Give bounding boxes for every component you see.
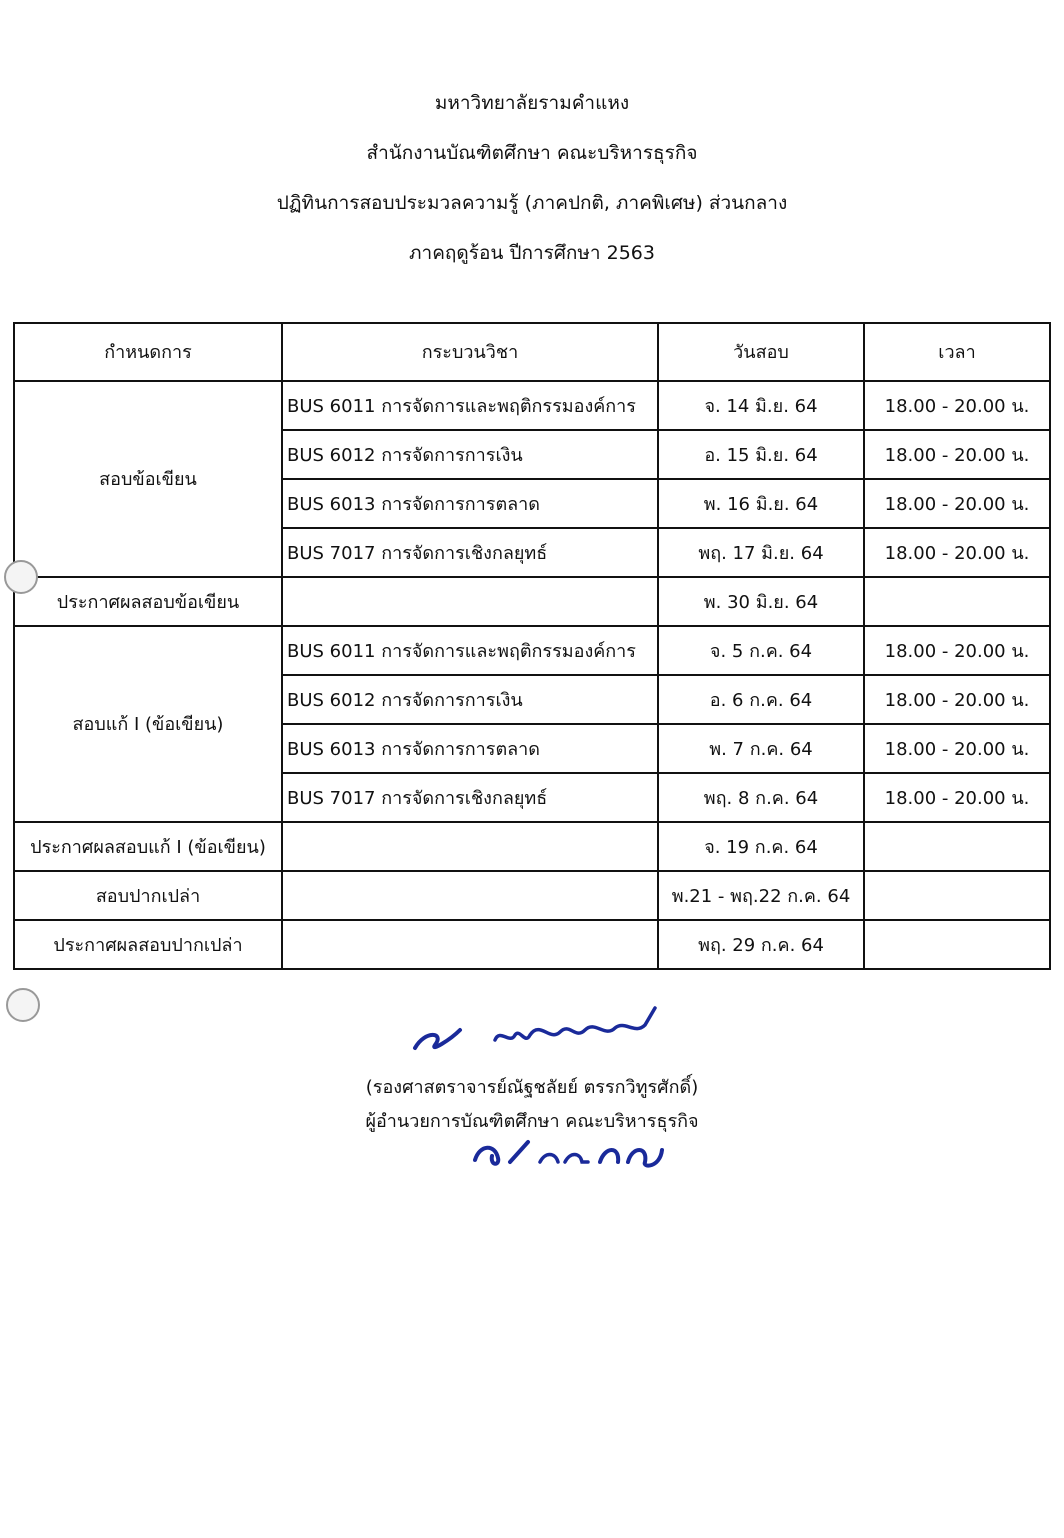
semester-label: ภาคฤดูร้อน ปีการศึกษา 2563 bbox=[409, 242, 655, 264]
date-cell: พ. 16 มิ.ย. 64 bbox=[658, 479, 864, 528]
table-row bbox=[14, 577, 1050, 626]
signatory-name: (รองศาสตราจารย์ณัฐชลัยย์ ตรรกวิทูรศักดิ์) bbox=[365, 1077, 699, 1098]
time-cell bbox=[864, 871, 1050, 920]
table-row bbox=[14, 920, 1050, 969]
date-cell: จ. 19 ก.ค. 64 bbox=[658, 822, 864, 871]
time-cell: 18.00 - 20.00 น. bbox=[864, 430, 1050, 479]
calendar-title: ปฏิทินการสอบประมวลความรู้ (ภาคปกติ, ภาคพิเศษ) ส่วนกลาง bbox=[276, 192, 788, 214]
schedule-cell: ประกาศผลสอบแก้ I (ข้อเขียน) bbox=[14, 822, 282, 871]
time-cell: 18.00 - 20.00 น. bbox=[864, 479, 1050, 528]
date-cell: พ. 7 ก.ค. 64 bbox=[658, 724, 864, 773]
course-cell: BUS 6012 การจัดการการเงิน bbox=[282, 675, 658, 724]
course-cell bbox=[282, 871, 658, 920]
date-cell: พฤ. 29 ก.ค. 64 bbox=[658, 920, 864, 969]
time-cell bbox=[864, 920, 1050, 969]
course-cell bbox=[282, 822, 658, 871]
date-cell: พ. 30 มิ.ย. 64 bbox=[658, 577, 864, 626]
time-cell: 18.00 - 20.00 น. bbox=[864, 724, 1050, 773]
time-cell bbox=[864, 577, 1050, 626]
time-cell: 18.00 - 20.00 น. bbox=[864, 675, 1050, 724]
document-header bbox=[0, 86, 1064, 286]
time-cell: 18.00 - 20.00 น. bbox=[864, 626, 1050, 675]
column-header-course: กระบวนวิชา bbox=[282, 323, 658, 381]
time-cell: 18.00 - 20.00 น. bbox=[864, 381, 1050, 430]
date-cell: พ.21 - พฤ.22 ก.ค. 64 bbox=[658, 871, 864, 920]
table-header-row bbox=[14, 323, 1050, 381]
column-header-schedule: กำหนดการ bbox=[14, 323, 282, 381]
column-header-exam-date: วันสอบ bbox=[658, 323, 864, 381]
date-cell: จ. 14 มิ.ย. 64 bbox=[658, 381, 864, 430]
table-row bbox=[14, 822, 1050, 871]
schedule-cell: สอบข้อเขียน bbox=[14, 381, 282, 577]
date-cell: พฤ. 8 ก.ค. 64 bbox=[658, 773, 864, 822]
course-cell bbox=[282, 577, 658, 626]
course-cell: BUS 6011 การจัดการและพฤติกรรมองค์การ bbox=[282, 626, 658, 675]
office-name: สำนักงานบัณฑิตศึกษา คณะบริหารธุรกิจ bbox=[366, 142, 698, 164]
schedule-cell: ประกาศผลสอบปากเปล่า bbox=[14, 920, 282, 969]
binder-hole-icon bbox=[6, 988, 40, 1022]
handwritten-signature bbox=[400, 1000, 670, 1070]
table-row bbox=[14, 626, 1050, 675]
course-cell bbox=[282, 920, 658, 969]
column-header-time: เวลา bbox=[864, 323, 1050, 381]
course-cell: BUS 6013 การจัดการการตลาด bbox=[282, 479, 658, 528]
time-cell: 18.00 - 20.00 น. bbox=[864, 528, 1050, 577]
handwritten-date bbox=[470, 1132, 670, 1176]
time-cell bbox=[864, 822, 1050, 871]
course-cell: BUS 6013 การจัดการการตลาด bbox=[282, 724, 658, 773]
table-row bbox=[14, 871, 1050, 920]
date-cell: จ. 5 ก.ค. 64 bbox=[658, 626, 864, 675]
binder-hole-icon bbox=[4, 560, 38, 594]
course-cell: BUS 6011 การจัดการและพฤติกรรมองค์การ bbox=[282, 381, 658, 430]
course-cell: BUS 6012 การจัดการการเงิน bbox=[282, 430, 658, 479]
schedule-cell: สอบปากเปล่า bbox=[14, 871, 282, 920]
date-cell: พฤ. 17 มิ.ย. 64 bbox=[658, 528, 864, 577]
date-cell: อ. 6 ก.ค. 64 bbox=[658, 675, 864, 724]
course-cell: BUS 7017 การจัดการเชิงกลยุทธ์ bbox=[282, 528, 658, 577]
schedule-cell: สอบแก้ I (ข้อเขียน) bbox=[14, 626, 282, 822]
schedule-cell: ประกาศผลสอบข้อเขียน bbox=[14, 577, 282, 626]
table-row bbox=[14, 381, 1050, 430]
time-cell: 18.00 - 20.00 น. bbox=[864, 773, 1050, 822]
exam-schedule-table bbox=[13, 322, 1051, 970]
signatory-title: ผู้อำนวยการบัณฑิตศึกษา คณะบริหารธุรกิจ bbox=[365, 1111, 699, 1132]
course-cell: BUS 7017 การจัดการเชิงกลยุทธ์ bbox=[282, 773, 658, 822]
university-name: มหาวิทยาลัยรามคำแหง bbox=[434, 92, 630, 114]
date-cell: อ. 15 มิ.ย. 64 bbox=[658, 430, 864, 479]
